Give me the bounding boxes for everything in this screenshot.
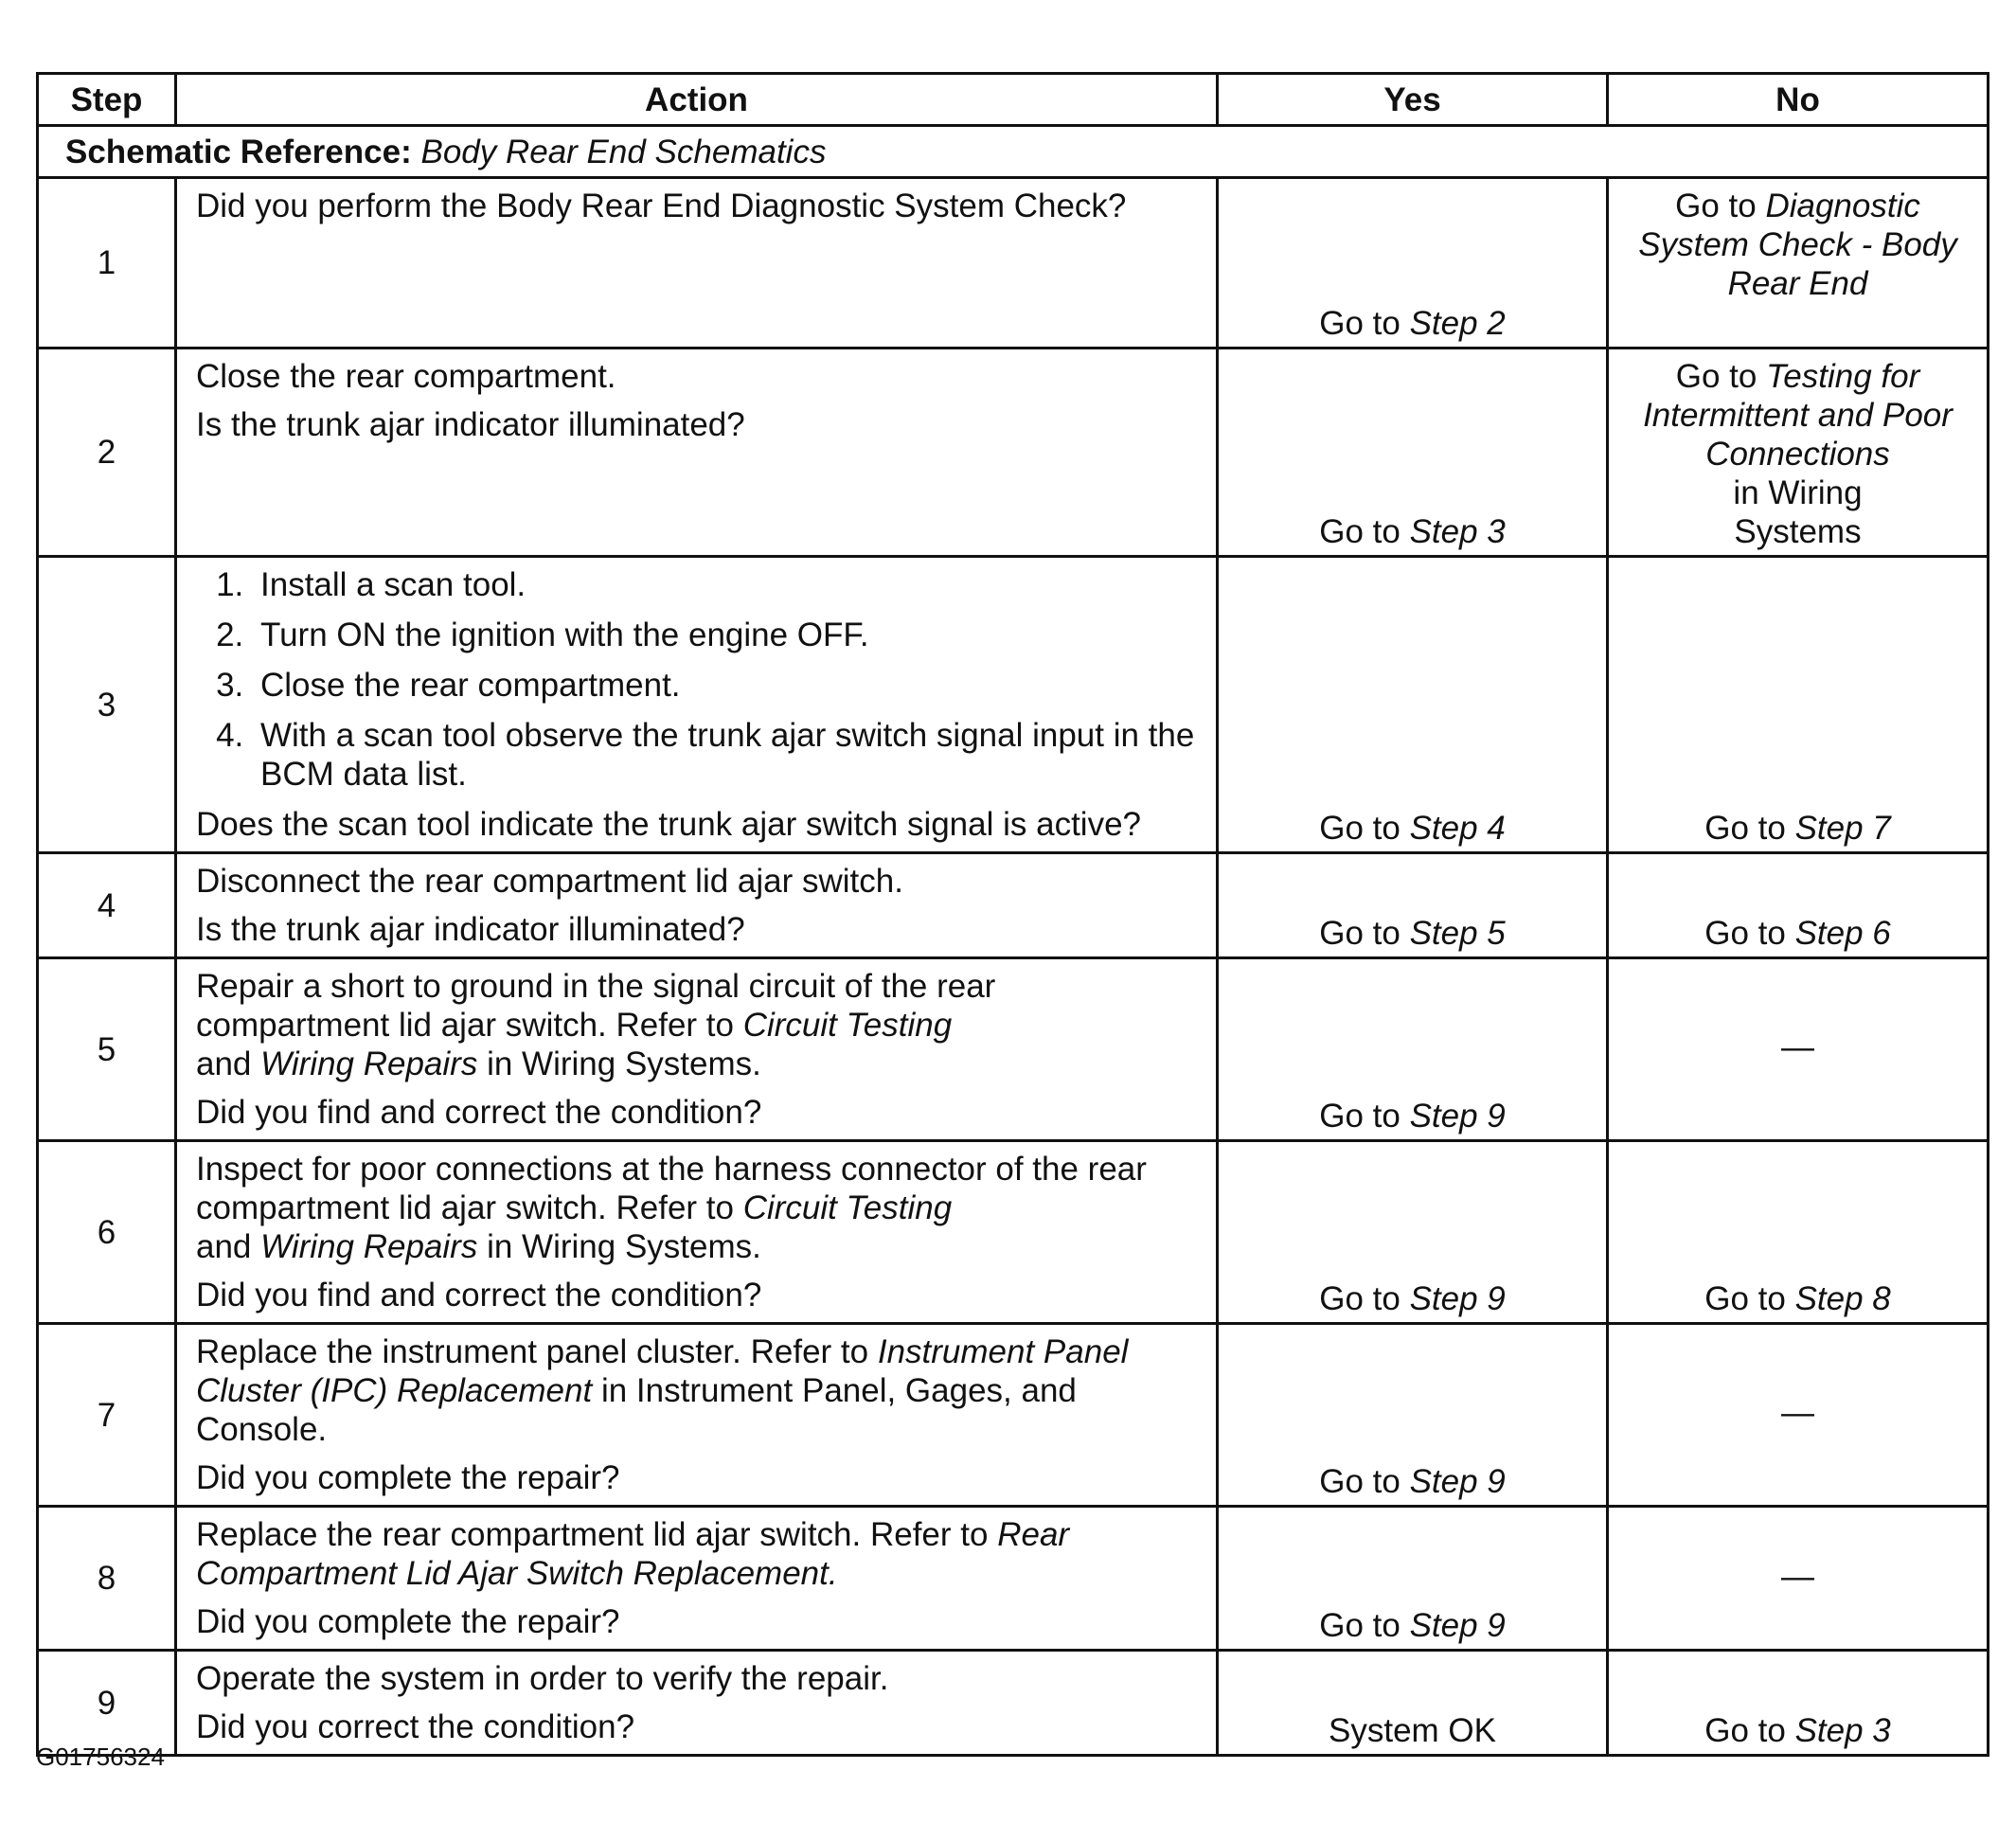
goto-text: Go to xyxy=(1319,915,1400,952)
yes-cell xyxy=(1218,853,1608,958)
yes-cell xyxy=(1218,1141,1608,1324)
step-number: 3 xyxy=(38,557,176,853)
action-text: Operate the system in order to verify the repair. xyxy=(196,1660,889,1697)
action-cell xyxy=(176,1141,1218,1324)
action-text: Replace the instrument panel cluster. Refer to Instrument Panel Cluster (IPC) Replacement in Instrument Panel, Gages, and Console. xyxy=(196,1333,1129,1448)
action-cell xyxy=(176,958,1218,1141)
ref-link[interactable]: Rear Compartment Lid Ajar Switch Replacement. xyxy=(196,1516,1070,1592)
step-number: 4 xyxy=(38,853,176,958)
goto-text: Go to xyxy=(1319,810,1400,847)
goto-text: Go to xyxy=(1704,1280,1786,1317)
yes-step-link[interactable]: Step 9 xyxy=(1409,1098,1506,1135)
goto-text: Go to xyxy=(1319,1607,1400,1644)
no-cell xyxy=(1608,1651,1989,1756)
substep-list xyxy=(196,565,1197,794)
goto-text: Go to xyxy=(1319,1463,1400,1500)
substep-item: 1. Install a scan tool. xyxy=(253,565,1197,604)
substep-item: 4. With a scan tool observe the trunk ajar switch signal input in the BCM data list. xyxy=(253,716,1197,794)
yes-cell xyxy=(1218,1324,1608,1507)
no-dash: — xyxy=(1781,1028,1814,1066)
goto-text: Go to xyxy=(1319,305,1400,342)
table-row xyxy=(38,1507,1989,1651)
action-question: Did you complete the repair? xyxy=(196,1459,620,1496)
header-yes: Yes xyxy=(1218,74,1608,126)
yes-cell xyxy=(1218,958,1608,1141)
no-link[interactable]: Intermittent and Poor xyxy=(1643,397,1953,434)
yes-step-link[interactable]: Step 4 xyxy=(1409,810,1506,847)
no-line xyxy=(1609,396,1987,435)
goto-text: Go to xyxy=(1319,1098,1400,1135)
substep-item: 2. Turn ON the ignition with the engine OFF. xyxy=(253,616,1197,654)
goto-text: Go to xyxy=(1675,358,1757,395)
action-text: Inspect for poor connections at the harness connector of the rear compartment lid ajar switch. Refer to Circuit Testing and Wiring Repairs in Wiring Systems. xyxy=(196,1151,1147,1265)
no-link[interactable]: System Check - Body xyxy=(1638,226,1957,263)
no-link[interactable]: Connections xyxy=(1705,436,1890,473)
table-row xyxy=(38,1324,1989,1507)
goto-text: Go to xyxy=(1704,915,1786,952)
yes-cell xyxy=(1218,349,1608,557)
no-cell xyxy=(1608,853,1989,958)
no-line xyxy=(1609,435,1987,474)
step-number: 1 xyxy=(38,178,176,349)
action-cell xyxy=(176,349,1218,557)
action-text: Did you perform the Body Rear End Diagnostic System Check? xyxy=(196,188,1127,224)
yes-cell xyxy=(1218,1651,1608,1756)
action-text: Repair a short to ground in the signal circuit of the rear compartment lid ajar switch. Refer to Circuit Testing and Wiring Repairs in Wiring Systems. xyxy=(196,968,996,1082)
header-no: No xyxy=(1608,74,1989,126)
action-question: Did you find and correct the condition? xyxy=(196,1277,762,1314)
schematic-reference-row xyxy=(38,126,1989,178)
header-action: Action xyxy=(176,74,1218,126)
yes-cell xyxy=(1218,557,1608,853)
no-cell xyxy=(1608,1507,1989,1651)
step-number: 2 xyxy=(38,349,176,557)
yes-cell xyxy=(1218,1507,1608,1651)
ref-link[interactable]: Instrument Panel Cluster (IPC) Replacement xyxy=(196,1333,1129,1409)
table-row xyxy=(38,178,1989,349)
no-line: in Wiring xyxy=(1733,474,1863,511)
no-link[interactable]: Rear End xyxy=(1727,265,1868,302)
no-cell xyxy=(1608,557,1989,853)
no-line xyxy=(1609,187,1987,225)
step-number: 8 xyxy=(38,1507,176,1651)
goto-text: Go to xyxy=(1704,810,1786,847)
yes-result: System OK xyxy=(1329,1712,1496,1749)
table-row xyxy=(38,853,1989,958)
action-cell xyxy=(176,178,1218,349)
no-step-link[interactable]: Step 6 xyxy=(1794,915,1891,952)
yes-step-link[interactable]: Step 9 xyxy=(1409,1607,1506,1644)
no-cell xyxy=(1608,178,1989,349)
action-question: Is the trunk ajar indicator illuminated? xyxy=(196,406,745,443)
table-row xyxy=(38,557,1989,853)
yes-cell xyxy=(1218,178,1608,349)
goto-text: Go to xyxy=(1704,1712,1786,1749)
yes-step-link[interactable]: Step 9 xyxy=(1409,1463,1506,1500)
schematic-reference xyxy=(38,126,1989,178)
no-line: Systems xyxy=(1734,513,1862,550)
diagnostic-table xyxy=(36,72,1989,1757)
no-link[interactable]: Diagnostic xyxy=(1765,188,1920,224)
action-question: Did you correct the condition? xyxy=(196,1708,635,1745)
ref-link[interactable]: Circuit Testing xyxy=(742,1189,953,1226)
step-number: 7 xyxy=(38,1324,176,1507)
action-text: Replace the rear compartment lid ajar switch. Refer to Rear Compartment Lid Ajar Switch Replacement. xyxy=(196,1516,1070,1592)
no-dash: — xyxy=(1781,1394,1814,1432)
table-row xyxy=(38,349,1989,557)
no-step-link[interactable]: Step 8 xyxy=(1794,1280,1891,1317)
no-cell xyxy=(1608,1141,1989,1324)
no-step-link[interactable]: Step 7 xyxy=(1794,810,1891,847)
ref-link[interactable]: Wiring Repairs xyxy=(260,1046,478,1082)
figure-id: G01756324 xyxy=(36,1743,165,1771)
action-question: Did you complete the repair? xyxy=(196,1603,620,1640)
goto-text: Go to xyxy=(1675,188,1757,224)
substep-item: 3. Close the rear compartment. xyxy=(253,666,1197,705)
header-step: Step xyxy=(38,74,176,126)
table-row xyxy=(38,958,1989,1141)
action-text: Close the rear compartment. xyxy=(196,358,616,395)
action-question: Does the scan tool indicate the trunk ajar switch signal is active? xyxy=(196,806,1142,843)
goto-text: Go to xyxy=(1319,1280,1400,1317)
yes-step-link[interactable]: Step 3 xyxy=(1409,513,1506,550)
no-dash: — xyxy=(1781,1557,1814,1595)
ref-link[interactable]: Wiring Repairs xyxy=(260,1228,478,1265)
schematic-reference-label: Schematic Reference: xyxy=(65,133,412,170)
yes-step-link[interactable]: Step 2 xyxy=(1409,305,1506,342)
action-cell xyxy=(176,1324,1218,1507)
table-row xyxy=(38,1141,1989,1324)
yes-step-link[interactable]: Step 5 xyxy=(1409,915,1506,952)
no-link[interactable]: Testing for xyxy=(1766,358,1920,395)
no-line xyxy=(1609,264,1987,303)
step-number: 9 xyxy=(38,1651,176,1756)
action-cell xyxy=(176,1507,1218,1651)
yes-step-link[interactable]: Step 9 xyxy=(1409,1280,1506,1317)
no-cell xyxy=(1608,349,1989,557)
action-cell xyxy=(176,1651,1218,1756)
action-text: Disconnect the rear compartment lid ajar switch. xyxy=(196,863,903,900)
action-question: Did you find and correct the condition? xyxy=(196,1094,762,1131)
action-cell xyxy=(176,853,1218,958)
action-cell xyxy=(176,557,1218,853)
step-number: 6 xyxy=(38,1141,176,1324)
no-cell xyxy=(1608,1324,1989,1507)
no-line xyxy=(1609,225,1987,264)
goto-text: Go to xyxy=(1319,513,1400,550)
step-number: 5 xyxy=(38,958,176,1141)
action-question: Is the trunk ajar indicator illuminated? xyxy=(196,911,745,948)
no-cell xyxy=(1608,958,1989,1141)
schematic-reference-link[interactable]: Body Rear End Schematics xyxy=(420,133,827,170)
no-step-link[interactable]: Step 3 xyxy=(1794,1712,1891,1749)
table-row xyxy=(38,1651,1989,1756)
no-line xyxy=(1609,357,1987,396)
table-header-row xyxy=(38,74,1989,126)
ref-link[interactable]: Circuit Testing xyxy=(742,1007,953,1044)
